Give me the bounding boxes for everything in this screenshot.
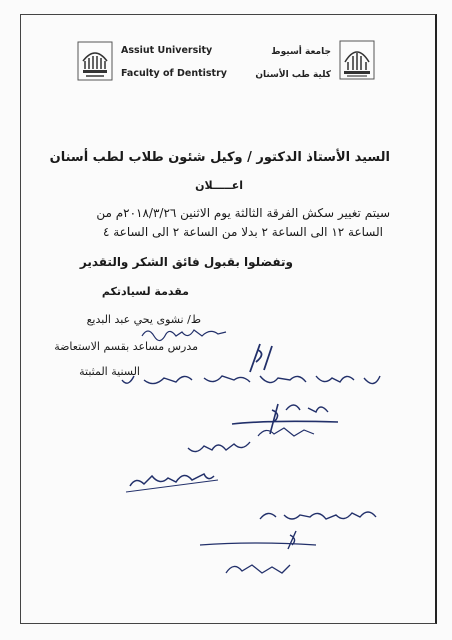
faculty-name-ar: كلية طب الأسنان [255, 70, 331, 80]
university-name-ar: جامعة أسيوط [271, 47, 331, 57]
signer-name: ط/ نشوى يحي عبد البديع [86, 313, 201, 326]
university-logo [77, 41, 113, 81]
faculty-logo [339, 40, 375, 80]
body-line-2: الساعة ١٢ الى الساعة ٢ بدلا من الساعة ٢ الى الساعة ٤ [102, 225, 383, 239]
body-line-1: سيتم تغيير سكش الفرقة الثالثة يوم الاثنين ٢٠١٨/٣/٢٦م من [96, 206, 390, 220]
signer-title: مدرس مساعد بقسم الاستعاضة [54, 340, 198, 353]
university-name-en: Assiut University [121, 45, 213, 56]
page-border [20, 14, 437, 624]
department-line: السنية المثبتة [79, 365, 140, 378]
handwritten-signature-2 [228, 398, 348, 443]
addressee: السيد الأستاذ الدكتور / وكيل شئون طلاب لطب أسنان [49, 150, 390, 165]
closing-line: وتفضلوا بقبول فائق الشكر والتقدير [79, 255, 293, 269]
announcement-heading: اعـــــلان [195, 179, 243, 192]
faculty-name-en: Faculty of Dentistry [121, 68, 227, 79]
submitted-line: مقدمة لسيادتكم [101, 285, 189, 298]
